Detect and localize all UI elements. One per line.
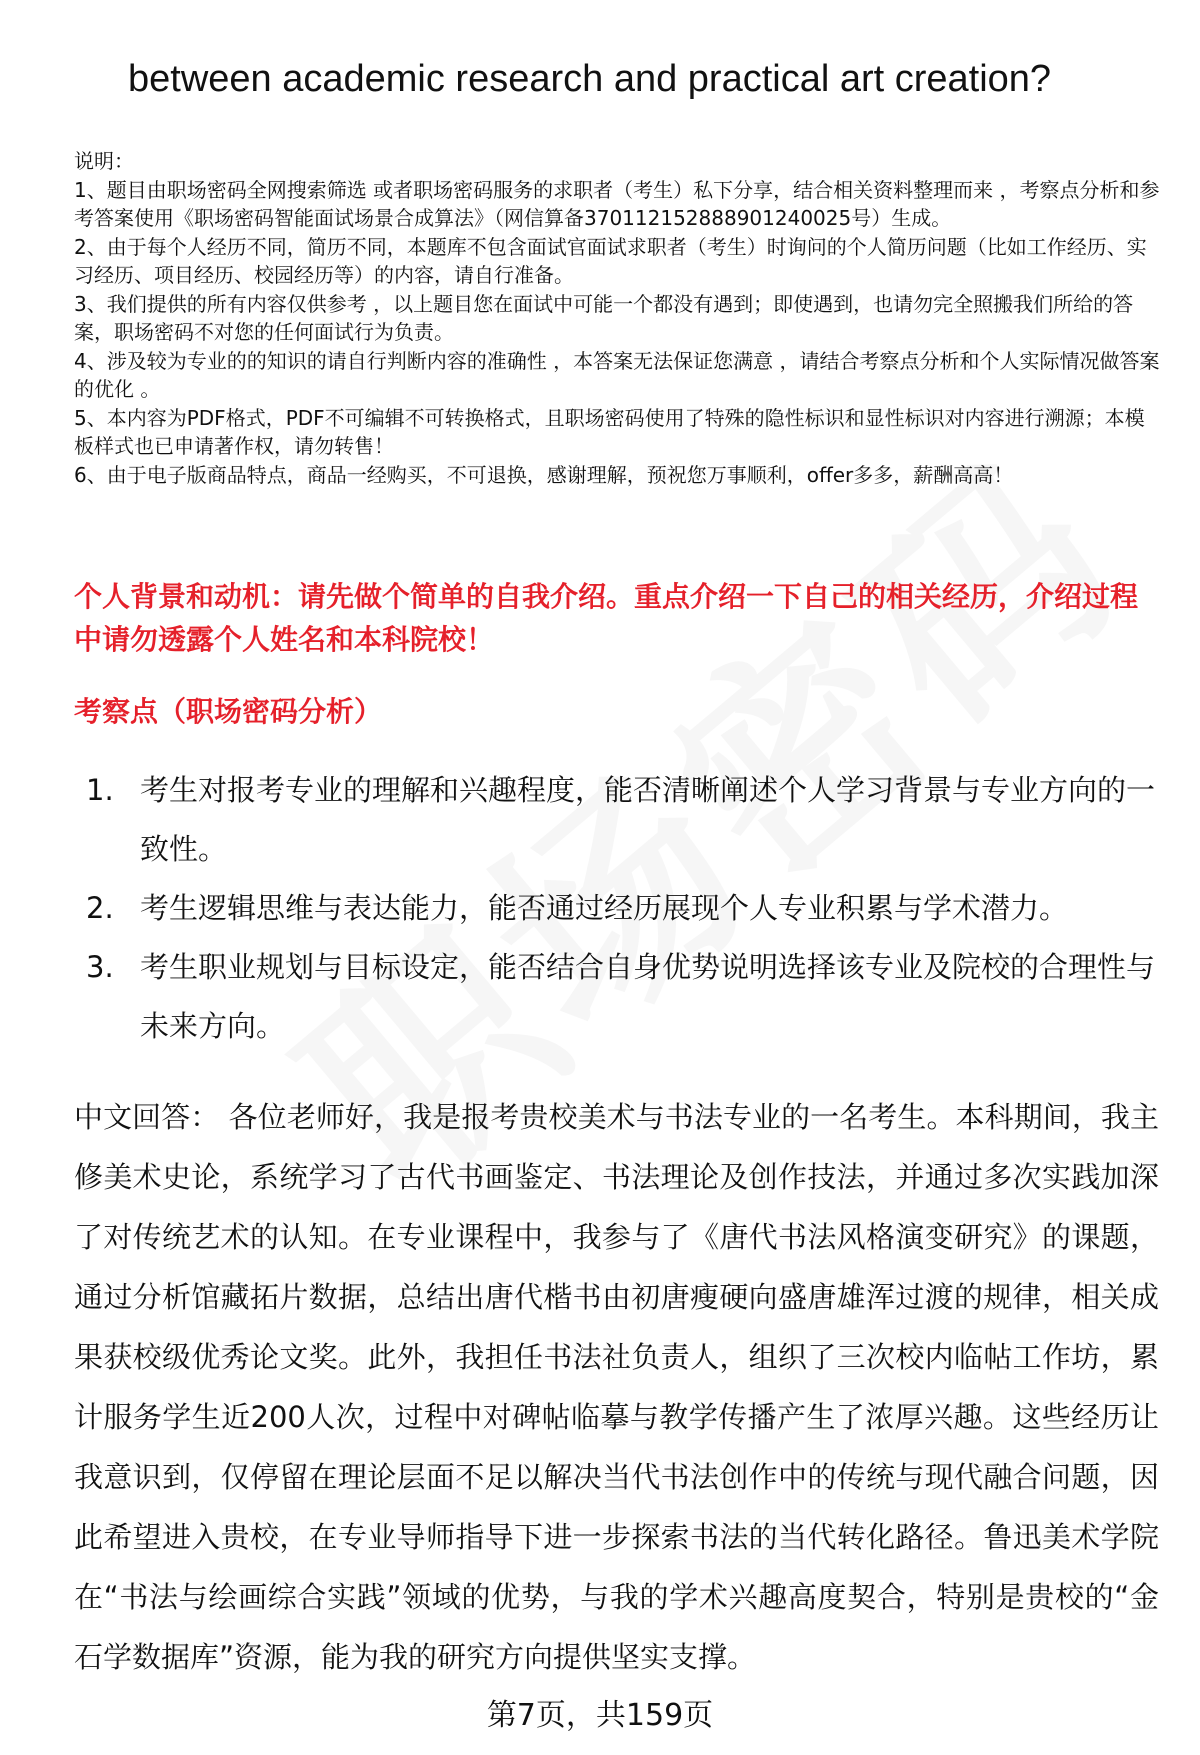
- list-item-number: 1.: [86, 773, 114, 807]
- notes-section: [74, 147, 1164, 489]
- list-item-number: 2.: [86, 891, 114, 925]
- list-item-text: 考生职业规划与目标设定，能否结合自身优势说明选择该专业及院校的合理性与未来方向。: [140, 950, 1156, 1043]
- question-heading: 个人背景和动机：请先做个简单的自我介绍。重点介绍一下自己的相关经历，介绍过程中请勿透露个人姓名和本科院校！: [74, 580, 1139, 656]
- notes-item: 4、涉及较为专业的的知识的请自行判断内容的准确性 ，本答案无法保证您满意 ，请结合考察点分析和个人实际情况做答案的优化 。: [74, 348, 1160, 401]
- points-list: [74, 761, 1164, 1056]
- list-item-text: 考生对报考专业的理解和兴趣程度，能否清晰阐述个人学习背景与专业方向的一致性。: [140, 773, 1156, 866]
- list-item: [74, 761, 1164, 879]
- notes-item: 3、我们提供的所有内容仅供参考 ，以上题目您在面试中可能一个都没有遇到；即使遇到，也请勿完全照搬我们所给的答案，职场密码不对您的任何面试行为负责。: [74, 291, 1134, 344]
- question-continuation: between academic research and practical art creation?: [128, 58, 1052, 100]
- page-number: 第7页，共159页: [486, 1698, 714, 1733]
- notes-title: 说明：: [74, 149, 134, 173]
- points-heading: 考察点（职场密码分析）: [74, 695, 383, 728]
- list-item-number: 3.: [86, 950, 114, 984]
- notes-item: 5、本内容为PDF格式，PDF不可编辑不可转换格式，且职场密码使用了特殊的隐性标识和显性标识对内容进行溯源；本模板样式也已申请著作权，请勿转售！: [74, 405, 1145, 458]
- list-item-text: 考生逻辑思维与表达能力，能否通过经历展现个人专业积累与学术潜力。: [140, 891, 1069, 925]
- notes-item: 6、由于电子版商品特点，商品一经购买，不可退换，感谢理解，预祝您万事顺利，offer多多，薪酬高高！: [74, 462, 1014, 487]
- list-item: [74, 938, 1164, 1056]
- notes-item: 2、由于每个人经历不同，简历不同，本题库不包含面试官面试求职者（考生）时询问的个人简历问题（比如工作经历、实习经历、项目经历、校园经历等）的内容，请自行准备。: [74, 234, 1147, 287]
- answer-paragraph: 中文回答： 各位老师好，我是报考贵校美术与书法专业的一名考生。本科期间，我主修美术史论，系统学习了古代书画鉴定、书法理论及创作技法，并通过多次实践加深了对传统艺术的认知。在专业课程中，我参与了《唐代书法风格演变研究》的课题，通过分析馆藏拓片数据，总结出唐代楷书由初唐瘦硬向盛唐雄浑过渡的规律，相关成果获校级优秀论文奖。此外，我担任书法社负责人，组织了三次校内临帖工作坊，累计服务学生近200人次，过程中对碑帖临摹与教学传播产生了浓厚兴趣。这些经历让我意识到，仅停留在理论层面不足以解决当代书法创作中的传统与现代融合问题，因此希望进入贵校，在专业导师指导下进一步探索书法的当代转化路径。鲁迅美术学院在“书法与绘画综合实践”领域的优势，与我的学术兴趣高度契合，特别是贵校的“金石学数据库”资源，能为我的研究方向提供坚实支撑。: [74, 1100, 1159, 1674]
- notes-item: 1、题目由职场密码全网搜索筛选 或者职场密码服务的求职者（考生）私下分享，结合相关资料整理而来 ，考察点分析和参考答案使用《职场密码智能面试场景合成算法》（网信算备370112152888901240025号）生成。: [74, 177, 1160, 230]
- list-item: [74, 879, 1164, 938]
